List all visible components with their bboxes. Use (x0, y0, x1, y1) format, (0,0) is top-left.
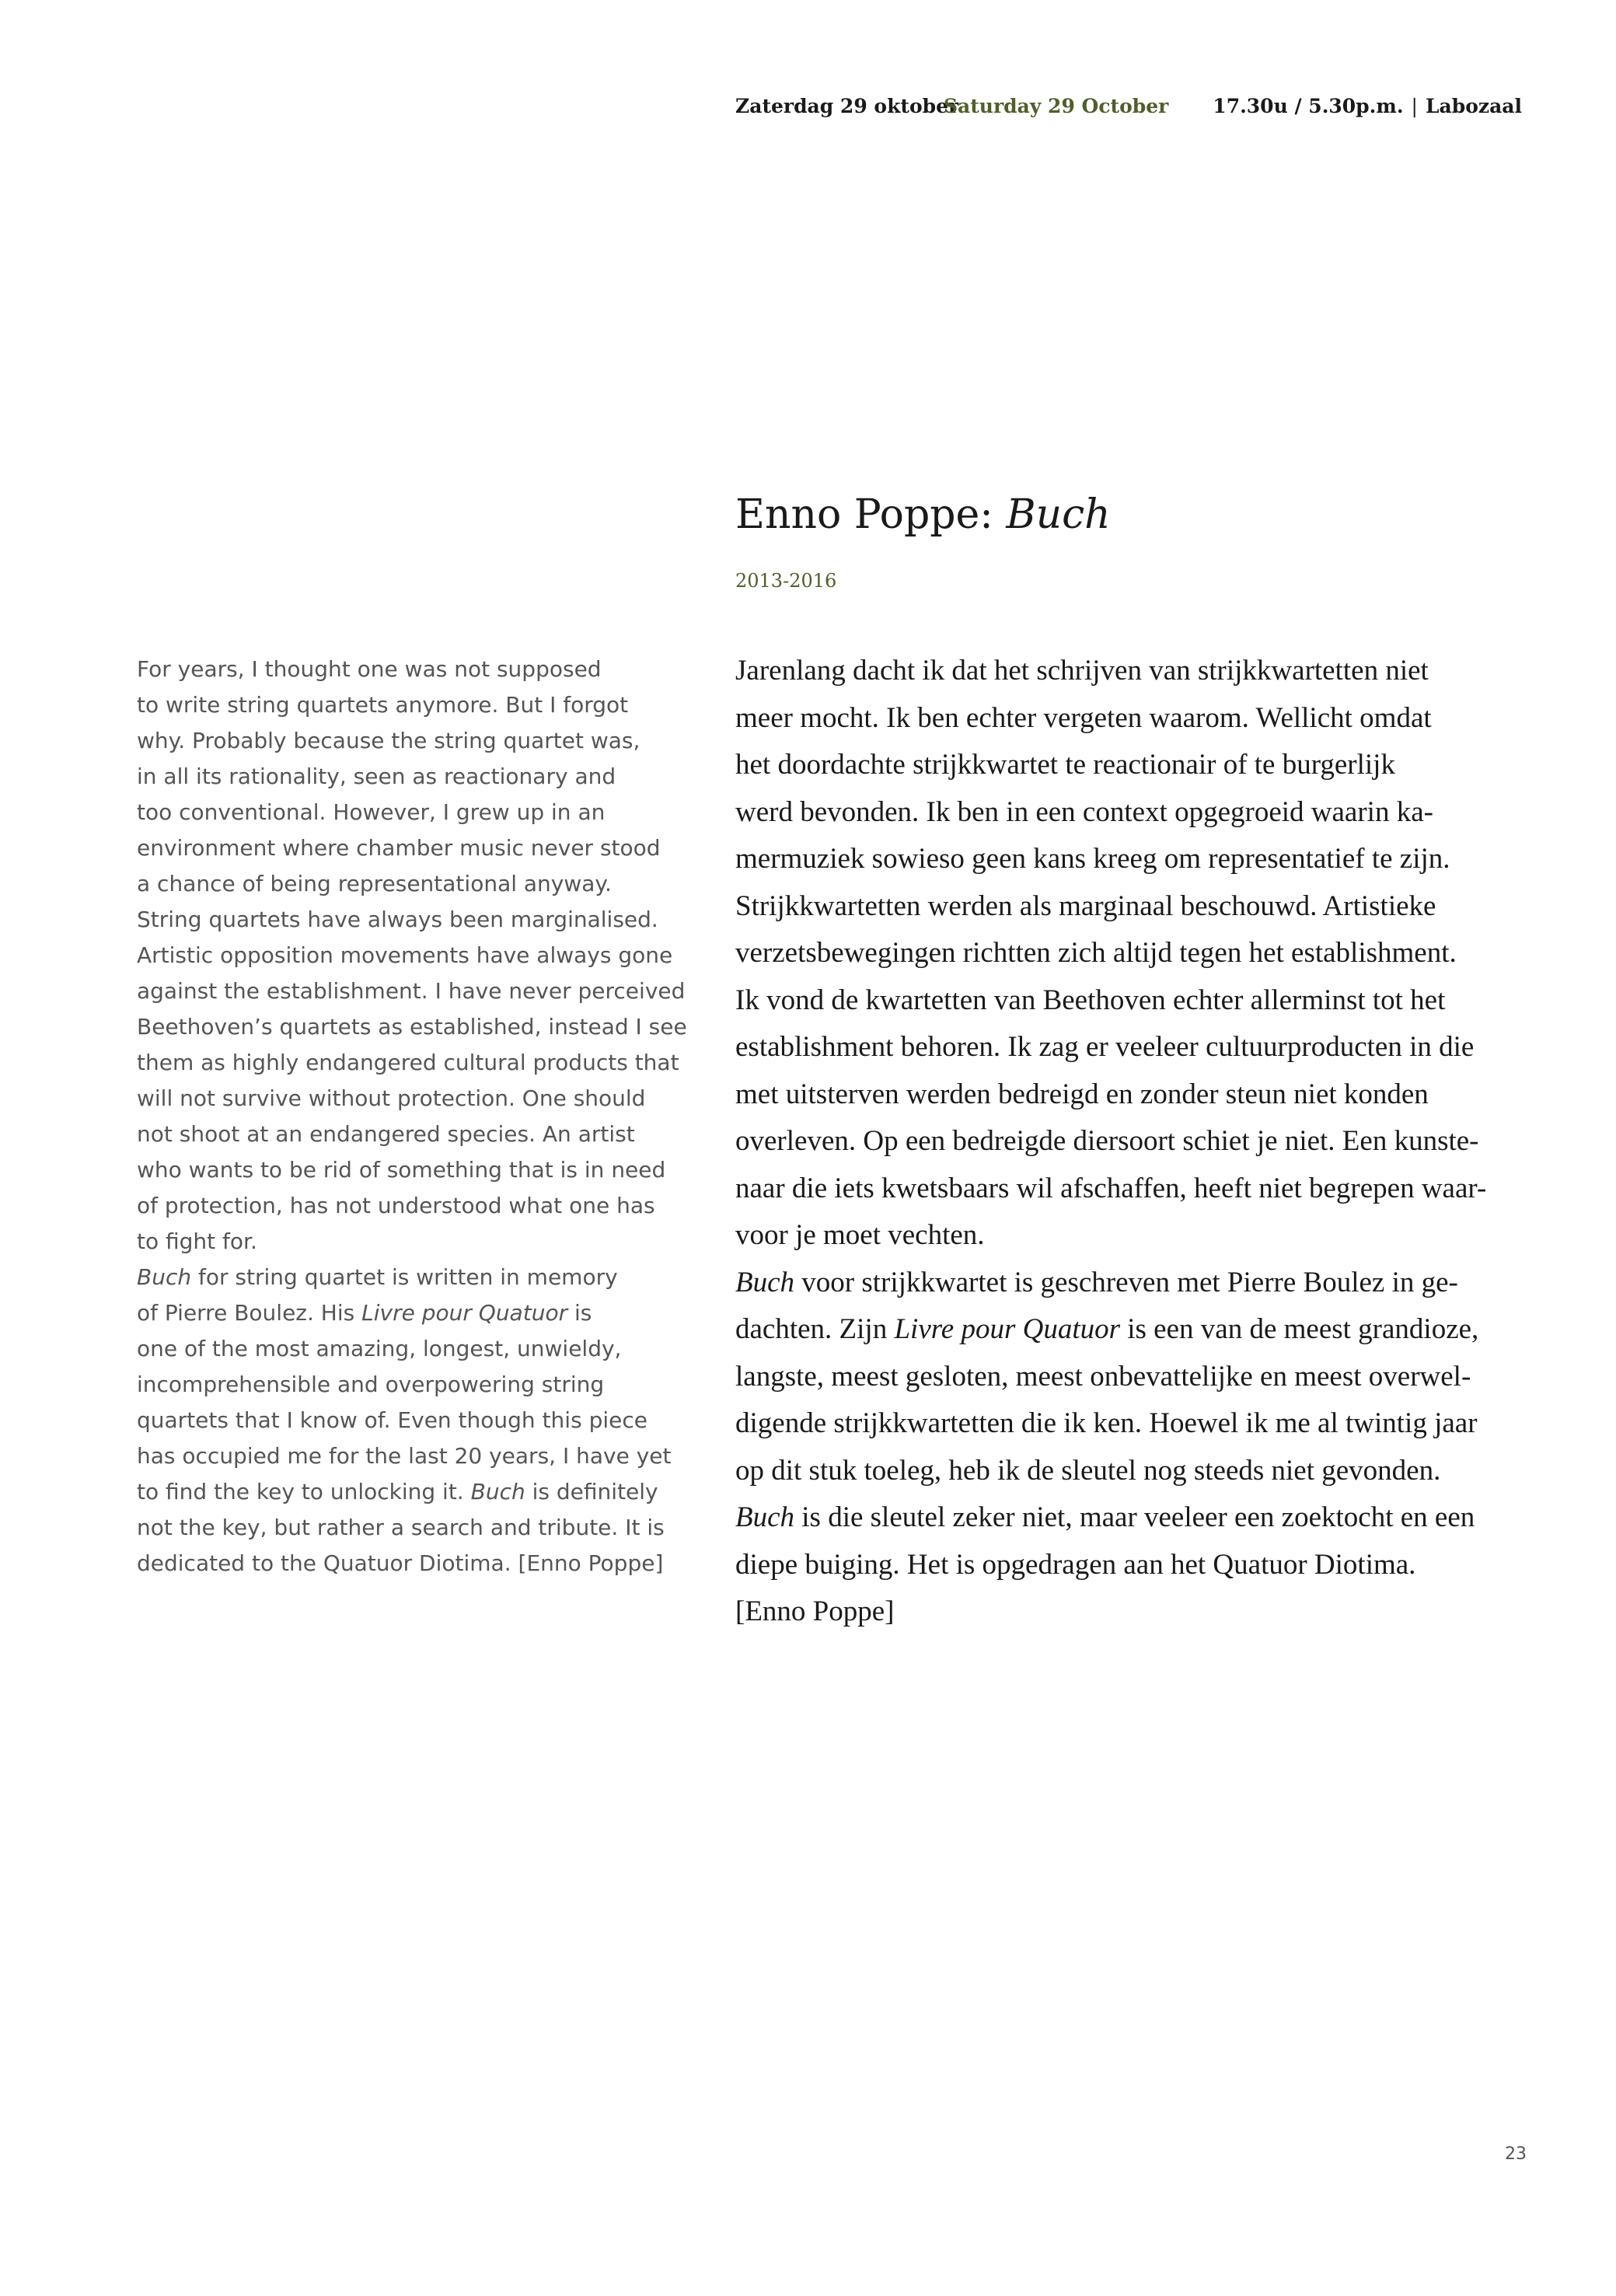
text-line: Ik vond de kwartetten van Beethoven echter allerminst tot het (735, 984, 1446, 1016)
text-line: who wants to be rid of something that is in need (137, 1157, 666, 1183)
text-line: For years, I thought one was not supposed (137, 656, 602, 682)
text-line (137, 1260, 681, 1295)
text-line: digende strijkkwartetten die ik ken. Hoewel ik me al twintig jaar (735, 1407, 1478, 1439)
italic-work-title: Buch (735, 1266, 795, 1298)
text-line: overleven. Op een bedreigde diersoort schiet je niet. Een kunste- (735, 1125, 1479, 1157)
italic-work-title: Livre pour Quatuor (361, 1300, 568, 1326)
text-line (137, 1474, 681, 1510)
page-header (735, 95, 1522, 126)
text-line: werd bevonden. Ik ben in een context opgegroeid waarin ka- (735, 795, 1433, 828)
text-segment: to find the key to unlocking it. (137, 1479, 471, 1504)
composer-name: Enno Poppe: (735, 491, 1007, 538)
header-separator: | (1411, 95, 1418, 117)
work-title: Buch (1006, 491, 1111, 538)
text-line: Artistic opposition movements have always gone (137, 942, 673, 968)
text-line: too conventional. However, I grew up in an (137, 799, 606, 825)
text-line: of protection, has not understood what one has (137, 1193, 655, 1218)
english-program-note (137, 652, 687, 1581)
text-line: against the establishment. I have never perceived (137, 978, 686, 1004)
text-line: incomprehensible and overpowering string (137, 1372, 605, 1397)
text-line: them as highly endangered cultural products that (137, 1050, 679, 1075)
text-line: Beethoven’s quartets as established, instead I see (137, 1014, 687, 1040)
italic-work-title: Buch (470, 1479, 525, 1504)
text-line: met uitsterven werden bedreigd en zonder steun niet konden (735, 1078, 1429, 1110)
text-line: Strijkkwartetten werden als marginaal beschouwd. Artistieke (735, 889, 1436, 922)
text-line: dedicated to the Quatuor Diotima. [Enno Poppe] (137, 1550, 664, 1576)
text-line: in all its rationality, seen as reactionary and (137, 764, 616, 789)
event-time: 17.30u / 5.30p.m. (1213, 95, 1404, 117)
text-segment: dachten. Zijn (735, 1313, 895, 1345)
text-line: naar die iets kwetsbaars wil afschaffen, heeft niet begrepen waar- (735, 1172, 1487, 1204)
text-line: not the key, but rather a search and tribute. It is (137, 1515, 665, 1540)
text-line: a chance of being representational anyway. (137, 871, 612, 896)
event-venue: Labozaal (1425, 95, 1522, 117)
text-line: has occupied me for the last 20 years, I have yet (137, 1443, 672, 1469)
text-segment: voor strijkkwartet is geschreven met Pierre Boulez in ge- (794, 1266, 1458, 1298)
text-segment: of Pierre Boulez. His (137, 1300, 362, 1326)
text-line: quartets that I know of. Even though this piece (137, 1407, 647, 1433)
date-english: Saturday 29 October (944, 95, 1169, 117)
text-line: het doordachte strijkkwartet te reactionair of te burgerlijk (735, 749, 1395, 781)
page-number: 23 (1505, 2144, 1527, 2164)
text-line: why. Probably because the string quartet was, (137, 728, 640, 753)
text-line: to write string quartets anymore. But I forgot (137, 692, 629, 718)
text-segment: is definitely (525, 1479, 658, 1504)
text-line: will not survive without protection. One should (137, 1085, 646, 1111)
text-line: establishment behoren. Ik zag er veeleer cultuurproducten in die (735, 1031, 1475, 1063)
text-line: Jarenlang dacht ik dat het schrijven van strijkkwartetten niet (735, 655, 1429, 687)
text-segment: is een van de meest grandioze, (1120, 1313, 1479, 1345)
text-line: to fight for. (137, 1228, 257, 1254)
text-line (735, 1260, 1528, 1307)
text-segment: is die sleutel zeker niet, maar veeleer een zoektocht en een (794, 1501, 1475, 1533)
italic-work-title: Buch (735, 1501, 795, 1533)
text-line: not shoot at an endangered species. An artist (137, 1121, 635, 1147)
piece-title (735, 491, 1111, 538)
date-dutch: Zaterdag 29 oktober (735, 95, 959, 117)
text-line (735, 1306, 1528, 1354)
text-line (137, 1295, 681, 1331)
text-line (735, 1494, 1528, 1542)
text-line: [Enno Poppe] (735, 1595, 895, 1627)
text-segment: is (567, 1300, 592, 1326)
text-line: String quartets have always been marginalised. (137, 907, 658, 932)
time-venue (1213, 95, 1522, 117)
text-line: voor je moet vechten. (735, 1219, 985, 1251)
text-line: diepe buiging. Het is opgedragen aan het Quatuor Diotima. (735, 1548, 1416, 1581)
italic-work-title: Livre pour Quatuor (894, 1313, 1120, 1345)
text-line: meer mocht. Ik ben echter vergeten waarom. Wellicht omdat (735, 701, 1432, 734)
text-line: langste, meest gesloten, meest onbevattelijke en meest overwel- (735, 1360, 1471, 1393)
text-segment: for string quartet is written in memory (191, 1264, 618, 1290)
text-line: environment where chamber music never stood (137, 835, 661, 861)
text-line: mermuziek sowieso geen kans kreeg om representatief te zijn. (735, 843, 1450, 875)
text-line: verzetsbewegingen richtten zich altijd tegen het establishment. (735, 937, 1457, 969)
composition-years: 2013-2016 (735, 570, 837, 592)
italic-work-title: Buch (137, 1264, 192, 1290)
text-line: one of the most amazing, longest, unwieldy, (137, 1336, 622, 1361)
dutch-program-note (735, 648, 1528, 1636)
text-line: op dit stuk toeleg, heb ik de sleutel nog steeds niet gevonden. (735, 1454, 1441, 1487)
